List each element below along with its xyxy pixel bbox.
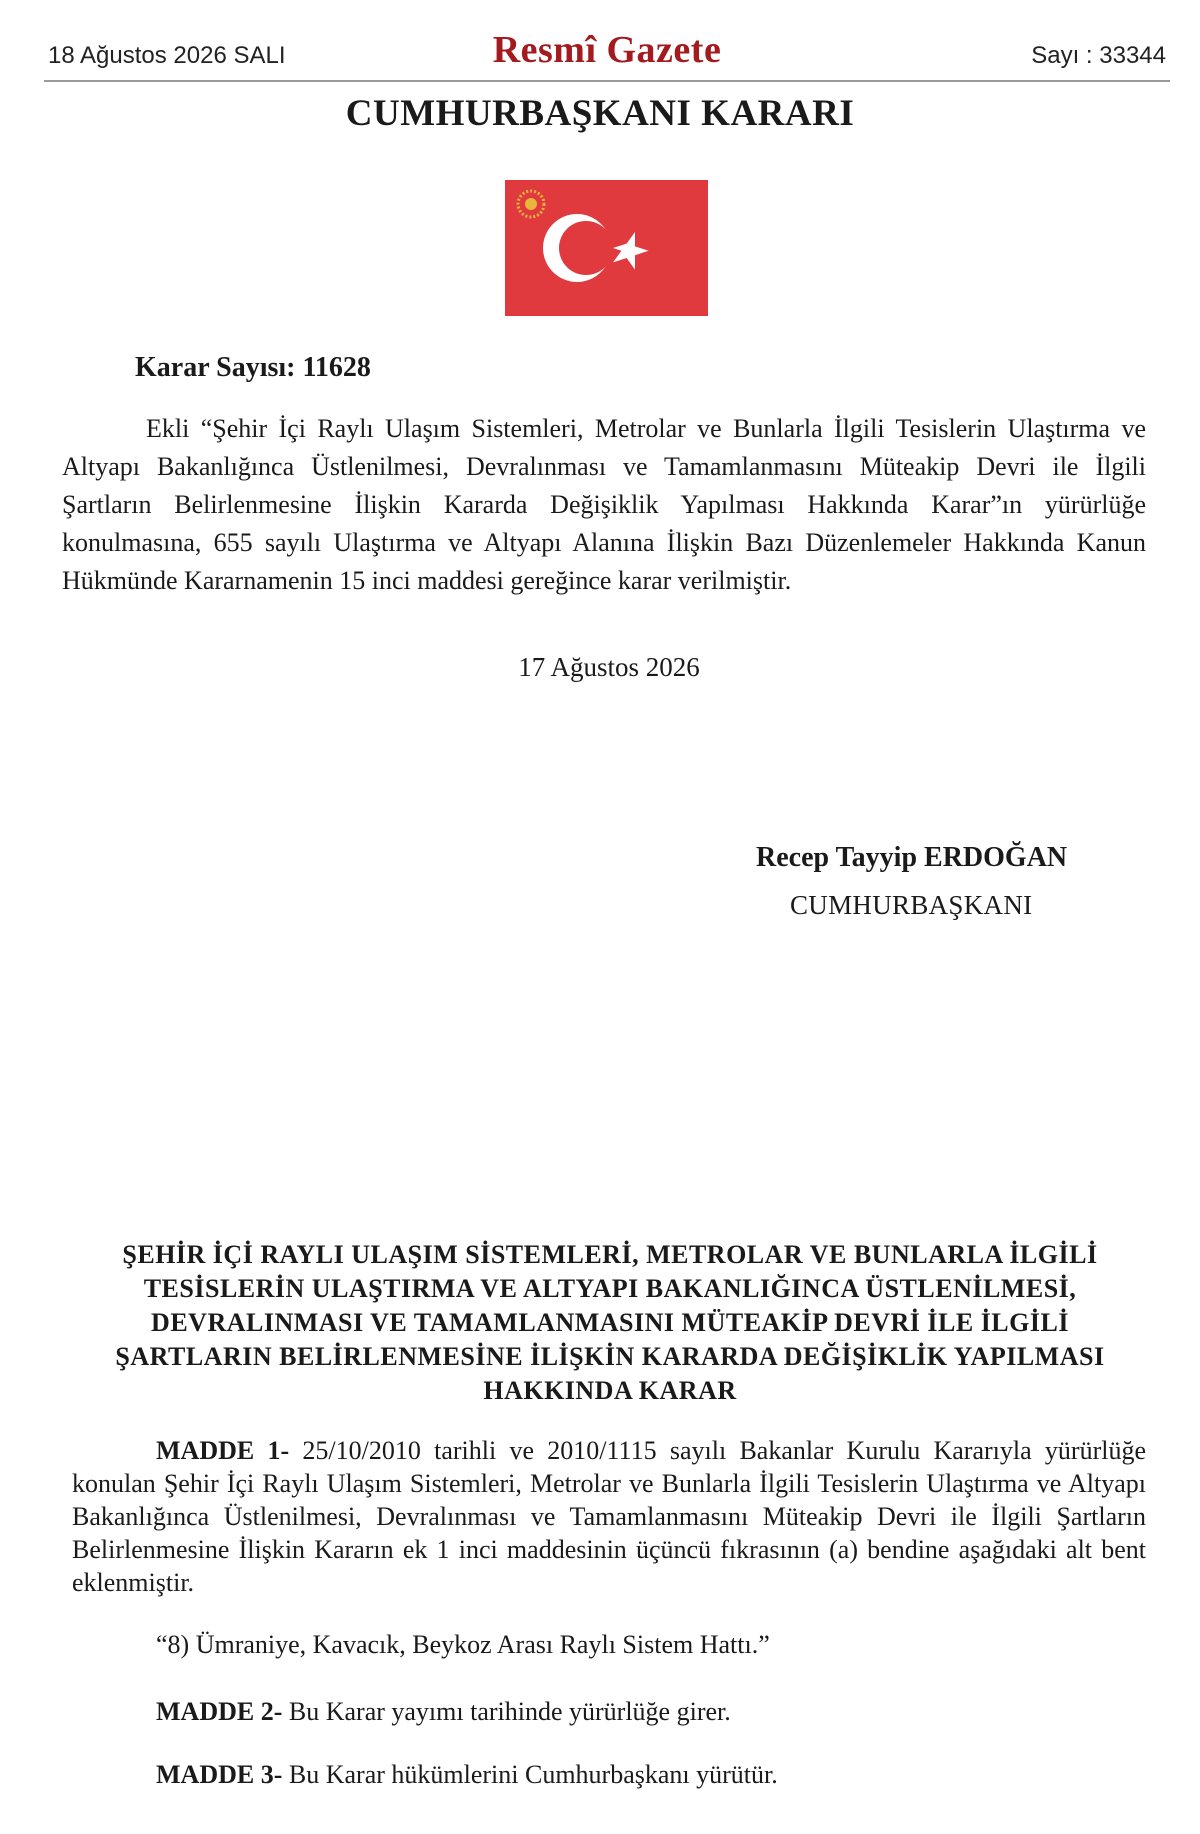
article-1-label: MADDE 1- (156, 1436, 290, 1465)
article-3-text: Bu Karar hükümlerini Cumhurbaşkanı yürütür. (282, 1760, 778, 1789)
signer-title: CUMHURBAŞKANI (790, 890, 1033, 920)
article-1 (72, 1434, 1146, 1599)
article-3 (72, 1758, 1146, 1791)
decision-number: Karar Sayısı: 11628 (135, 352, 371, 383)
article-2-label: MADDE 2- (156, 1697, 283, 1726)
issue-number: Sayı : 33344 (1031, 42, 1166, 69)
decree-title: ŞEHİR İÇİ RAYLI ULAŞIM SİSTEMLERİ, METROLAR VE BUNLARLA İLGİLİ TESİSLERİN ULAŞTIRMA VE ALTYAPI BAKANLIĞINCA ÜSTLENİLMESİ, DEVRALINMASI VE TAMAMLANMASINI MÜTEAKİP DEVRİ İLE İLGİLİ ŞARTLARIN BELİRLENMESİNE İLİŞKİN KARARDA DEĞİŞİKLİK YAPILMASI HAKKINDA KARAR (115, 1240, 1105, 1405)
signer-name: Recep Tayyip ERDOĞAN (756, 842, 1068, 873)
article-1-text: 25/10/2010 tarihli ve 2010/1115 sayılı Bakanlar Kurulu Kararıyla yürürlüğe konulan Şehir İçi Raylı Ulaşım Sistemleri, Metrolar ve Bunlarla İlgili Tesislerin Ulaştırma ve Altyapı Bakanlığınca Üstlenilmesi, Devralınması ve Tamamlanmasını Müteakip Devri ile İlgili Şartların Belirlenmesine İlişkin Kararın ek 1 inci maddesinin üçüncü fıkrasının (a) bendine aşağıdaki alt bent eklenmiştir. (72, 1436, 1146, 1597)
turkish-flag-icon (505, 180, 708, 316)
article-3-label: MADDE 3- (156, 1760, 283, 1789)
intro-paragraph: Ekli “Şehir İçi Raylı Ulaşım Sistemleri, Metrolar ve Bunlarla İlgili Tesislerin Ulaştırma ve Altyapı Bakanlığınca Üstlenilmesi, Devralınması ve Tamamlanmasını Müteakip Devri ile İlgili Şartların Belirlenmesine İlişkin Kararda Değişiklik Yapılması Hakkında Karar”ın yürürlüğe konulmasına, 655 sayılı Ulaştırma ve Altyapı Alanına İlişkin Bazı Düzenlemeler Hakkında Kanun Hükmünde Kararnamenin 15 inci maddesi gereğince karar verilmiştir. (62, 414, 1146, 595)
gazette-header (44, 28, 1170, 82)
gazette-title: Resmî Gazete (492, 29, 722, 71)
article-2 (72, 1695, 1146, 1728)
signature-date: 17 Ağustos 2026 (518, 652, 700, 682)
quoted-sub-item: “8) Ümraniye, Kavacık, Beykoz Arası Raylı Sistem Hattı.” (156, 1630, 770, 1659)
article-2-text: Bu Karar yayımı tarihinde yürürlüğe girer. (282, 1697, 731, 1726)
publication-date: 18 Ağustos 2026 SALI (48, 42, 286, 69)
document-type-heading: CUMHURBAŞKANI KARARI (345, 93, 855, 134)
